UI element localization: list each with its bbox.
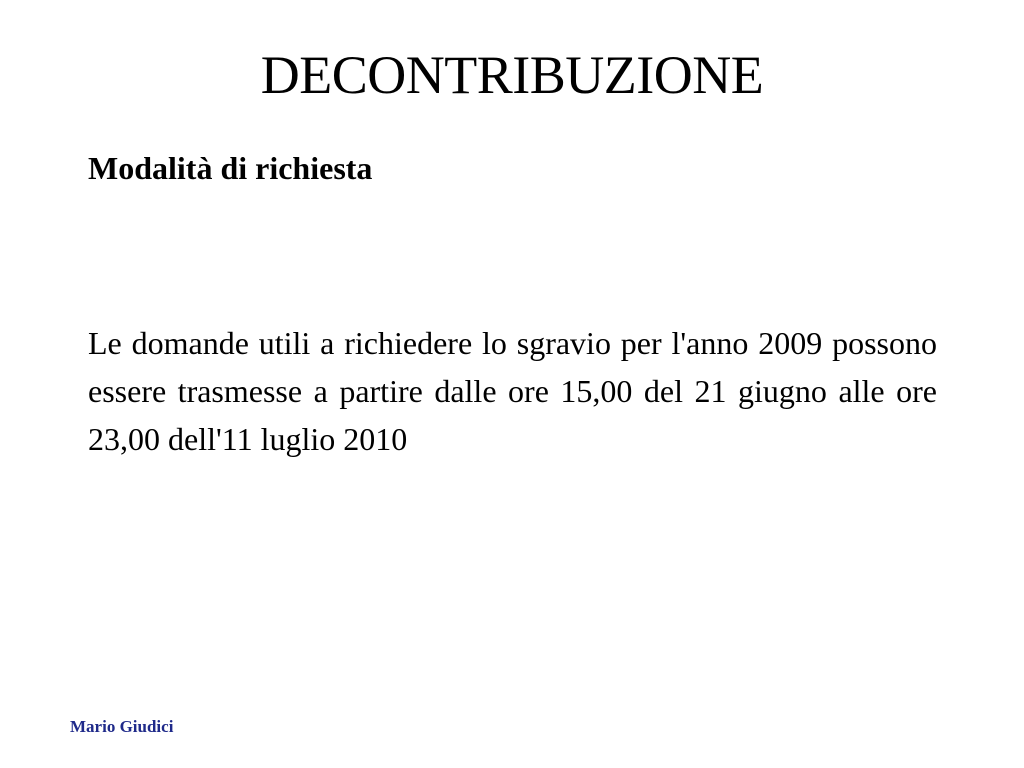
slide-title: DECONTRIBUZIONE bbox=[260, 45, 764, 105]
slide-subtitle: Modalità di richiesta bbox=[88, 150, 373, 186]
author-footer: Mario Giudici bbox=[70, 717, 174, 736]
body-paragraph: Le domande utili a richiedere lo sgravio per l'anno 2009 possono essere trasmesse a partire dalle ore 15,00 del 21 giugno alle ore 23,00 dell'11 luglio 2010 bbox=[88, 325, 937, 457]
